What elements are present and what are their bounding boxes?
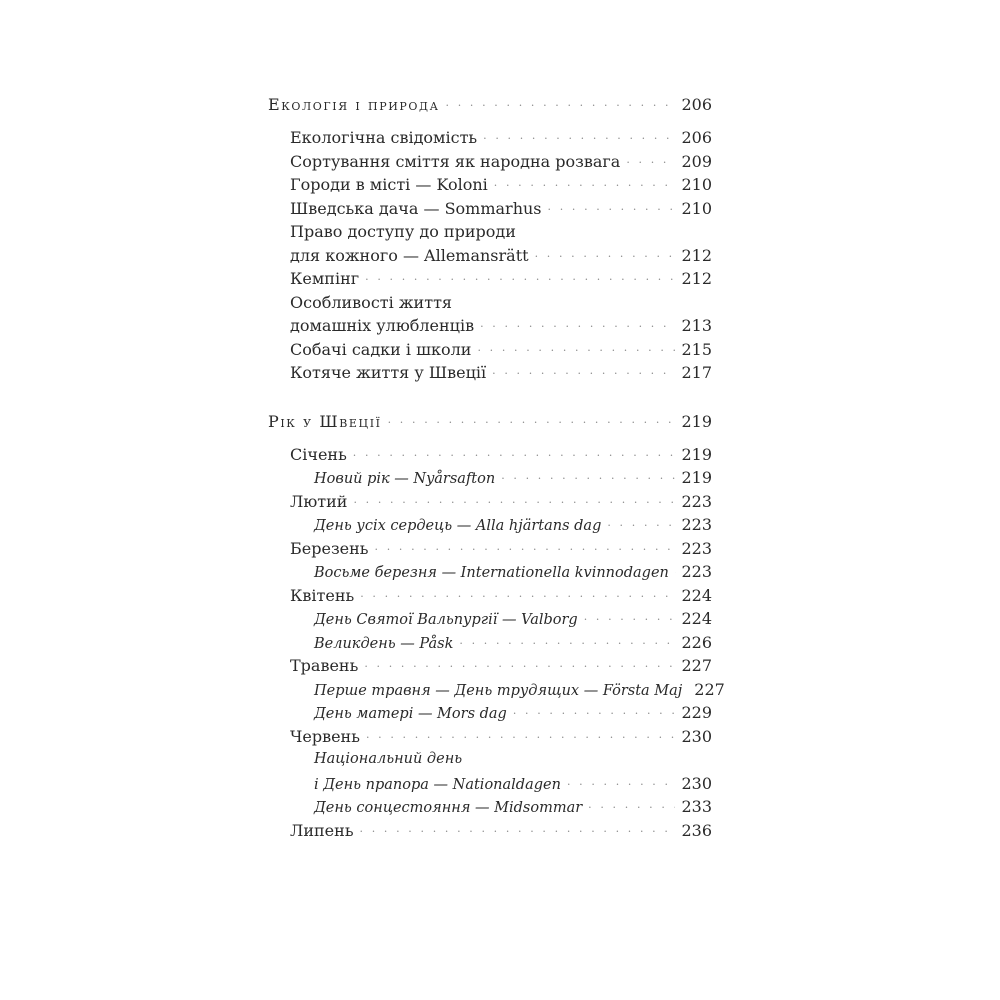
- dot-leader: [360, 585, 675, 609]
- toc-entry[interactable]: [268, 537, 712, 561]
- toc-entry[interactable]: [268, 725, 712, 749]
- toc-section: [268, 409, 725, 843]
- dot-leader: [353, 444, 676, 468]
- entry-title: День Святої Вальпургії — Valborg: [314, 612, 578, 628]
- entry-title: Сортування сміття як народна розвага: [290, 151, 621, 171]
- dot-leader: [675, 561, 676, 585]
- page-number: 226: [681, 632, 712, 652]
- page-number: 233: [681, 797, 712, 816]
- entry-title: Кемпінг: [290, 269, 360, 288]
- toc-subentry[interactable]: [268, 607, 712, 631]
- page-number: 223: [681, 491, 712, 511]
- page-number: 212: [681, 245, 712, 265]
- section-title: Рік у Швеції: [268, 411, 382, 431]
- page-number: 219: [681, 411, 712, 431]
- toc-entry[interactable]: [268, 220, 712, 244]
- toc-entry[interactable]: [268, 197, 712, 221]
- toc-entry[interactable]: [268, 267, 712, 291]
- page-number: 223: [681, 538, 712, 558]
- entry-title: День сонцестояння — Midsommar: [314, 800, 583, 816]
- page-number: 223: [681, 562, 712, 581]
- toc-entry[interactable]: [268, 490, 712, 514]
- toc-subentry[interactable]: [268, 678, 725, 702]
- toc-entry[interactable]: [268, 291, 712, 315]
- page-number: 223: [681, 515, 712, 534]
- page-number: 210: [681, 198, 712, 218]
- entry-title: День усіх сердець — Alla hjärtans dag: [314, 518, 602, 534]
- toc-entry[interactable]: [268, 244, 712, 268]
- toc-entry[interactable]: [268, 173, 712, 197]
- dot-leader: [477, 339, 675, 363]
- dot-leader: [584, 608, 676, 632]
- toc-entry[interactable]: [268, 819, 712, 843]
- toc-entry[interactable]: [268, 338, 712, 362]
- dot-leader: [365, 268, 675, 292]
- toc-entry[interactable]: [268, 150, 712, 174]
- entry-title: Восьме березня — Internationella kvinnodagen: [314, 565, 669, 581]
- page-number: 206: [681, 128, 712, 147]
- page-number: 230: [681, 773, 712, 793]
- page-number: 217: [681, 363, 712, 382]
- dot-leader: [501, 467, 675, 491]
- toc-entry[interactable]: [268, 361, 712, 385]
- entry-title: домашніх улюбленців: [290, 316, 475, 335]
- dot-leader: [459, 632, 675, 656]
- dot-leader: [353, 491, 675, 515]
- toc-entry[interactable]: [268, 314, 712, 338]
- entry-title: Шведська дача — Sommarhus: [290, 198, 542, 218]
- dot-leader: [483, 127, 675, 151]
- dot-leader: [480, 315, 675, 339]
- entry-title: Новий рік — Nyårsafton: [314, 471, 496, 487]
- page-number: 210: [681, 175, 712, 194]
- entry-title: Котяче життя у Швеції: [290, 363, 487, 382]
- entry-title: Національний день: [314, 751, 463, 767]
- page-number: 224: [681, 609, 712, 628]
- page-number: 215: [681, 339, 712, 359]
- dot-leader: [588, 796, 675, 820]
- dot-leader: [446, 93, 676, 119]
- entry-title: Травень: [290, 656, 359, 675]
- page-number: 219: [681, 468, 712, 487]
- toc-entry[interactable]: [268, 443, 712, 467]
- dot-leader: [364, 655, 675, 679]
- page-number: 219: [681, 444, 712, 464]
- toc-subentry[interactable]: [268, 748, 712, 772]
- entry-title: Городи в місті — Koloni: [290, 175, 488, 194]
- table-of-contents: [268, 92, 725, 842]
- entry-title: Собачі садки і школи: [290, 339, 472, 359]
- toc-subentry[interactable]: [268, 795, 712, 819]
- dot-leader: [375, 538, 676, 562]
- page-number: 212: [681, 269, 712, 288]
- toc-subentry[interactable]: [268, 560, 712, 584]
- dot-leader: [535, 245, 676, 269]
- entry-title: День матері — Mors dag: [314, 706, 507, 722]
- toc-entry[interactable]: [268, 654, 712, 678]
- toc-subentry[interactable]: [268, 631, 712, 655]
- dot-leader: [567, 773, 676, 797]
- section-heading[interactable]: [268, 92, 712, 118]
- toc-subentry[interactable]: [268, 772, 712, 796]
- toc-entry[interactable]: [268, 126, 712, 150]
- toc-subentry[interactable]: [268, 466, 712, 490]
- entry-title: Екологічна свідомість: [290, 128, 478, 147]
- page-number: 206: [681, 95, 712, 114]
- toc-subentry[interactable]: [268, 513, 712, 537]
- entry-title: для кожного — Allemansrätt: [290, 245, 529, 265]
- page-number: 224: [681, 585, 712, 605]
- page-number: 227: [694, 679, 725, 699]
- entry-title: Право доступу до природи: [290, 222, 516, 241]
- toc-entry[interactable]: [268, 584, 712, 608]
- page-number: 236: [681, 820, 712, 840]
- dot-leader: [513, 702, 676, 726]
- entry-title: Січень: [290, 444, 347, 464]
- dot-leader: [494, 174, 676, 198]
- dot-leader: [548, 198, 676, 222]
- entry-title: і День прапора — Nationaldagen: [314, 776, 561, 793]
- section-title: Екологія і природа: [268, 95, 440, 114]
- entry-title: Великдень — Påsk: [314, 635, 454, 652]
- entry-title: Квітень: [290, 585, 355, 605]
- toc-subentry[interactable]: [268, 701, 712, 725]
- entry-title: Березень: [290, 538, 369, 558]
- dot-leader: [626, 151, 675, 175]
- toc-section: [268, 92, 712, 385]
- entry-title: Червень: [290, 726, 360, 746]
- dot-leader: [492, 362, 675, 386]
- page-number: 213: [681, 316, 712, 335]
- section-heading[interactable]: [268, 409, 712, 435]
- entry-title: Перше травня — День трудящих — Första Maj: [314, 682, 683, 699]
- dot-leader: [366, 726, 676, 750]
- dot-leader: [360, 820, 676, 844]
- page-number: 229: [681, 703, 712, 722]
- entry-title: Особливості життя: [290, 292, 453, 312]
- entry-title: Липень: [290, 820, 354, 840]
- page-number: 209: [681, 151, 712, 171]
- page-number: 230: [681, 726, 712, 746]
- dot-leader: [388, 410, 676, 436]
- dot-leader: [607, 514, 675, 538]
- page-number: 227: [681, 656, 712, 675]
- entry-title: Лютий: [290, 491, 348, 511]
